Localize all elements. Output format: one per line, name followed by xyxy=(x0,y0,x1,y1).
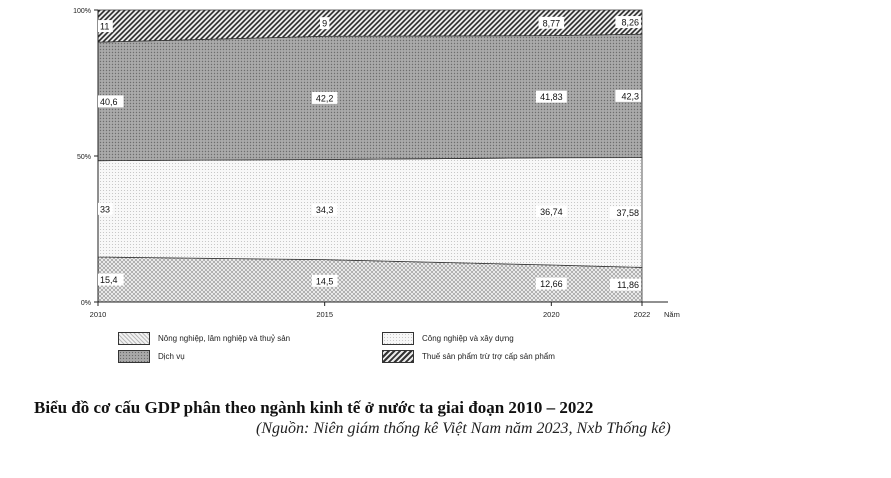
data-label-services-2022: 42,3 xyxy=(621,91,639,102)
legend-swatch-agriculture xyxy=(118,332,150,345)
legend-swatch-tax xyxy=(382,350,414,363)
legend-swatch-services xyxy=(118,350,150,363)
chart-legend xyxy=(118,328,738,368)
x-tick-label: 2022 xyxy=(633,310,651,319)
x-tick-label: 2020 xyxy=(542,310,560,319)
y-tick-label: 0% xyxy=(80,300,91,307)
legend-item-tax xyxy=(382,350,555,363)
y-tick-label: 100% xyxy=(73,8,91,15)
legend-label-industry: Công nghiệp và xây dựng xyxy=(422,334,514,343)
legend-swatch-industry xyxy=(382,332,414,345)
legend-item-agriculture xyxy=(118,332,290,345)
data-label-tax-2010: 11 xyxy=(100,21,110,32)
data-label-tax-2020: 8,77 xyxy=(542,18,561,29)
data-label-industry-2020: 36,74 xyxy=(540,206,563,217)
chart-source: (Nguồn: Niên giám thống kê Việt Nam năm 2023, Nxb Thống kê) xyxy=(256,420,671,437)
data-label-agriculture-2020: 12,66 xyxy=(540,279,563,290)
data-label-industry-2015: 34,3 xyxy=(315,205,334,216)
data-label-industry-2022: 37,58 xyxy=(616,208,639,219)
x-tick-label: 2010 xyxy=(89,310,107,319)
x-tick-label: 2015 xyxy=(316,310,334,319)
legend-label-services: Dịch vụ xyxy=(158,352,185,361)
data-label-services-2020: 41,83 xyxy=(540,92,563,103)
legend-label-agriculture: Nông nghiệp, lâm nghiệp và thuỷ sản xyxy=(158,334,291,343)
data-label-industry-2010: 33 xyxy=(100,204,111,215)
data-label-agriculture-2015: 14,5 xyxy=(315,276,334,287)
data-label-services-2015: 42,2 xyxy=(315,93,334,104)
chart-title: Biểu đồ cơ cấu GDP phân theo ngành kinh tế ở nước ta giai đoạn 2010 – 2022 xyxy=(34,398,594,417)
data-label-tax-2015: 9 xyxy=(322,18,328,29)
x-axis-label: Năm xyxy=(664,310,680,319)
y-tick-label: 50% xyxy=(76,154,91,161)
data-label-services-2010: 40,6 xyxy=(100,96,118,107)
data-label-agriculture-2010: 15,4 xyxy=(100,275,118,286)
legend-item-industry xyxy=(382,332,514,345)
legend-item-services xyxy=(118,350,185,363)
data-label-tax-2022: 8,26 xyxy=(621,17,639,28)
legend-label-tax: Thuế sản phẩm trừ trợ cấp sản phẩm xyxy=(422,352,555,361)
data-label-agriculture-2022: 11,86 xyxy=(617,280,639,291)
